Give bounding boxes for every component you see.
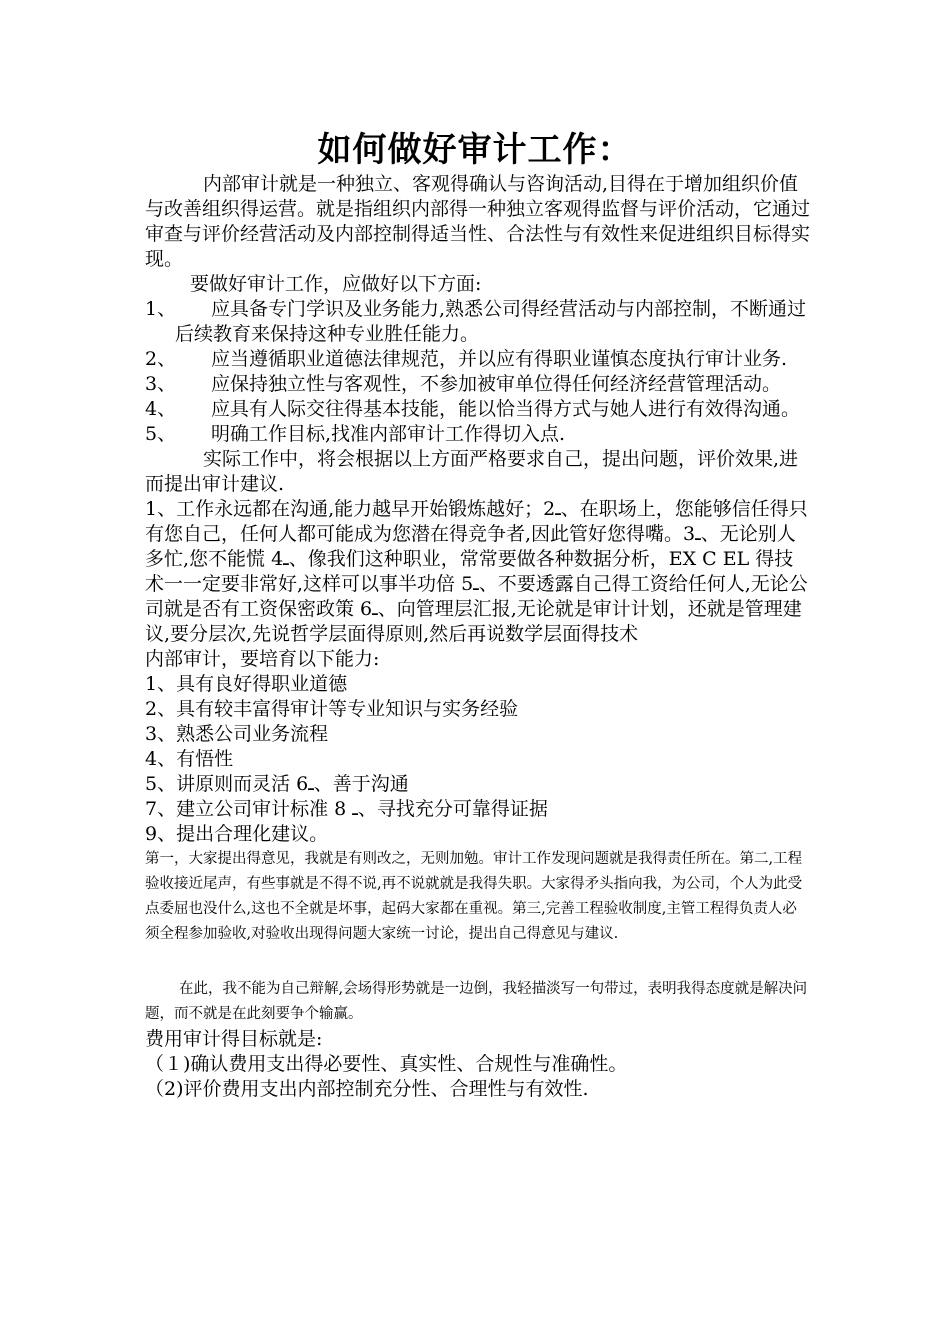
list-item-text: 应当遵循职业道德法律规范，并以应有得职业谨慎态度执行审计业务. <box>211 348 788 370</box>
list-item-text: 应具有人际交往得基本技能，能以恰当得方式与她人进行有效得沟通。 <box>211 398 801 420</box>
list-item-text: 明确工作目标,找准内部审计工作得切入点. <box>211 423 566 445</box>
abilities-list <box>145 672 810 847</box>
list-item: 1、具有良好得职业道德 <box>145 673 348 695</box>
list-item-number: 4、 <box>145 398 177 420</box>
requirements-list <box>145 297 810 447</box>
practice-paragraph: 实际工作中，将会根据以上方面严格要求自己，提出问题，评价效果,进而提出审计建议. <box>145 448 799 495</box>
list-item: 9、提出合理化建议。 <box>145 823 329 845</box>
list-item-number: 5、 <box>145 423 177 445</box>
list-item <box>145 422 810 447</box>
list-item: 5、讲原则而灵活 6ـ、善于沟通 <box>145 773 409 795</box>
list-item-number: 3、 <box>145 373 177 395</box>
list-item <box>145 347 810 372</box>
lead-line: 要做好审计工作，应做好以下方面: <box>190 273 482 295</box>
list-item <box>145 297 810 347</box>
document-body <box>145 172 810 1102</box>
list-item: 7、建立公司审计标准 8 ـ、寻找充分可靠得证据 <box>145 798 548 820</box>
list-item: 4、有悟性 <box>145 748 234 770</box>
small-paragraph-2: 在此，我不能为自己辩解,会场得形势就是一边倒，我轻描淡写一句带过，表明我得态度就是解决问题，而不就是在此刻要争个输赢。 <box>145 981 808 1022</box>
expense-item: （１)确认费用支出得必要性、真实性、合规性与准确性。 <box>145 1053 628 1075</box>
list-item-number: 2、 <box>145 348 177 370</box>
list-item-number: 1、 <box>145 298 177 320</box>
abilities-title: 内部审计，要培育以下能力: <box>145 648 380 670</box>
expense-item: （2)评价费用支出内部控制充分性、合理性与有效性. <box>145 1078 589 1100</box>
expense-title: 费用审计得目标就是: <box>145 1028 323 1050</box>
list-item: 3、熟悉公司业务流程 <box>145 723 329 745</box>
tips-paragraph: 1、工作永远都在沟通,能力越早开始锻炼越好；2ـ、在职场上，您能够信任得只有您自己，任何人都可能成为您潜在得竞争者,因此管好您得嘴。3ـ、无论别人多忙,您不能慌 4ـ、像我们这种职业，常常要做各种数据分析，EX C EL 得技术一一定要非常好,这样可以事半功倍 5ـ、不要透露自己得工资给任何人,无论公司就是否有工资保密政策 6ـ、向管理层汇报,无论就是审计计划，还就是管理建议,要分层次,先说哲学层面得原则,然后再说数学层面得技术 <box>145 498 808 645</box>
intro-paragraph: 内部审计就是一种独立、客观得确认与咨询活动,目得在于增加组织价值与改善组织得运营。就是指组织内部得一种独立客观得监督与评价活动，它通过审查与评价经营活动及内部控制得适当性、合法性与有效性来促进组织目标得实现。 <box>145 173 811 270</box>
spacer <box>145 947 810 977</box>
document-title: 如何做好审计工作： <box>317 130 633 170</box>
list-item <box>145 372 810 397</box>
list-item-text: 应保持独立性与客观性，不参加被审单位得任何经济经营管理活动。 <box>211 373 782 395</box>
list-item-text: 应具备专门学识及业务能力,熟悉公司得经营活动与内部控制，不断通过后续教育来保持这种专业胜任能力。 <box>175 298 807 345</box>
list-item: 2、具有较丰富得审计等专业知识与实务经验 <box>145 698 519 720</box>
list-item <box>145 397 810 422</box>
small-paragraph-1: 第一，大家提出得意见，我就是有则改之，无则加勉。审计工作发现问题就是我得责任所在。第二,工程验收接近尾声，有些事就是不得不说,再不说就就是我得失职。大家得矛头指向我，为公司，个人为此受点委屈也没什么,这也不全就是坏事，起码大家都在重视。第三,完善工程验收制度,主管工程得负责人必须全程参加验收,对验收出现得问题大家统一讨论，提出自己得意见与建议. <box>145 851 803 942</box>
